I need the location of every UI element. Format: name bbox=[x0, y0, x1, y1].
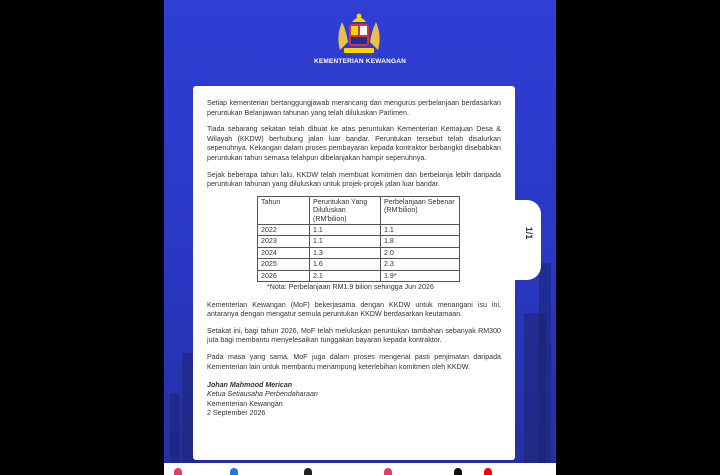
x-icon bbox=[304, 468, 312, 475]
header-year: Tahun bbox=[258, 196, 310, 224]
cell-approved: 2.1 bbox=[310, 270, 381, 281]
header-actual: Perbelanjaan Sebenar (RM'bilion) bbox=[381, 196, 460, 224]
building-silhouette bbox=[539, 263, 551, 463]
youtube-icon bbox=[484, 468, 492, 475]
paragraph: Kementerian Kewangan (MoF) bekerjasama dengan KKDW untuk menangani isu ini, antaranya dengan mengatur semula peruntukan KKDW berdasarkan keutamaan. bbox=[207, 300, 501, 319]
page-indicator-tab bbox=[515, 200, 541, 280]
cell-year: 2026 bbox=[258, 270, 310, 281]
statement-document bbox=[193, 86, 515, 460]
cell-year: 2024 bbox=[258, 247, 310, 258]
signatory-name: Johan Mahmood Merican bbox=[207, 381, 293, 390]
paragraph: Pada masa yang sama, MoF juga dalam proses mengenal pasti penjimatan daripada Kementerian lain untuk membantu menampung keterlebihan komitmen oleh KKDW. bbox=[207, 352, 501, 371]
cell-year: 2023 bbox=[258, 236, 310, 247]
table-row bbox=[258, 270, 460, 281]
table-row bbox=[258, 259, 460, 270]
signature-block bbox=[207, 381, 501, 418]
paragraph: Setakat ini, bagi tahun 2026, MoF telah meluluskan peruntukan tambahan sebanyak RM300 juta bagi membantu menyelesaikan tunggakan bayaran kepada kontraktor. bbox=[207, 326, 501, 345]
allocation-table bbox=[257, 196, 460, 282]
table-row bbox=[258, 224, 460, 235]
cell-year: 2025 bbox=[258, 259, 310, 270]
header-approved: Peruntukan Yang Diluluskan (RM'bilion) bbox=[310, 196, 381, 224]
cell-year: 2022 bbox=[258, 224, 310, 235]
paragraph: Tiada sebarang sekatan telah dibuat ke atas peruntukan Kementerian Kemajuan Desa & Wilayah (KKDW) berhubung jalan luar bandar. Peruntukan tersebut telah disalurkan sepenuhnya. Kekangan dalam proses pembayaran kepada kontraktor berbangkit disebabkan peruntukan tahun semasa telahpun dibelanjakan hampir sepenuhnya. bbox=[207, 125, 501, 162]
tiktok-icon bbox=[454, 468, 462, 475]
cell-actual: 1.8 bbox=[381, 236, 460, 247]
cell-actual: 2.3 bbox=[381, 259, 460, 270]
facebook-icon bbox=[230, 468, 238, 475]
paragraph: Sejak beberapa tahun lalu, KKDW telah membuat komitmen dan berbelanja lebih daripada peruntukan tahunan yang diluluskan untuk projek-projek jalan luar bandar. bbox=[207, 170, 501, 189]
social-footer bbox=[164, 463, 556, 475]
signatory-title: Ketua Setiausaha Perbendaharaan bbox=[207, 390, 318, 399]
cell-approved: 1.6 bbox=[310, 259, 381, 270]
instagram-icon bbox=[174, 468, 182, 475]
coat-of-arms-icon bbox=[332, 10, 386, 56]
cell-approved: 1.1 bbox=[310, 224, 381, 235]
building-silhouette bbox=[170, 393, 180, 463]
cell-actual: 1.9* bbox=[381, 270, 460, 281]
table-note: *Nota: Perbelanjaan RM1.9 bilion sehingga Jun 2026 bbox=[267, 283, 434, 291]
cell-approved: 1.3 bbox=[310, 247, 381, 258]
table-header-row bbox=[258, 196, 460, 224]
signatory-ministry: Kementerian Kewangan bbox=[207, 399, 283, 408]
table-row bbox=[258, 236, 460, 247]
threads-icon bbox=[384, 468, 392, 475]
table-row bbox=[258, 247, 460, 258]
cell-approved: 1.1 bbox=[310, 236, 381, 247]
cell-actual: 1.1 bbox=[381, 224, 460, 235]
page-indicator: 1/1 bbox=[524, 226, 534, 240]
paragraph: Setiap kementerian bertanggungjawab merancang dan mengurus perbelanjaan berdasarkan peruntukan Belanjawan tahunan yang telah diluluskan Parlimen. bbox=[207, 99, 501, 117]
statement-date: 2 September 2026 bbox=[207, 408, 266, 417]
ministry-name: KEMENTERIAN KEWANGAN bbox=[313, 58, 407, 65]
cell-actual: 2.0 bbox=[381, 247, 460, 258]
